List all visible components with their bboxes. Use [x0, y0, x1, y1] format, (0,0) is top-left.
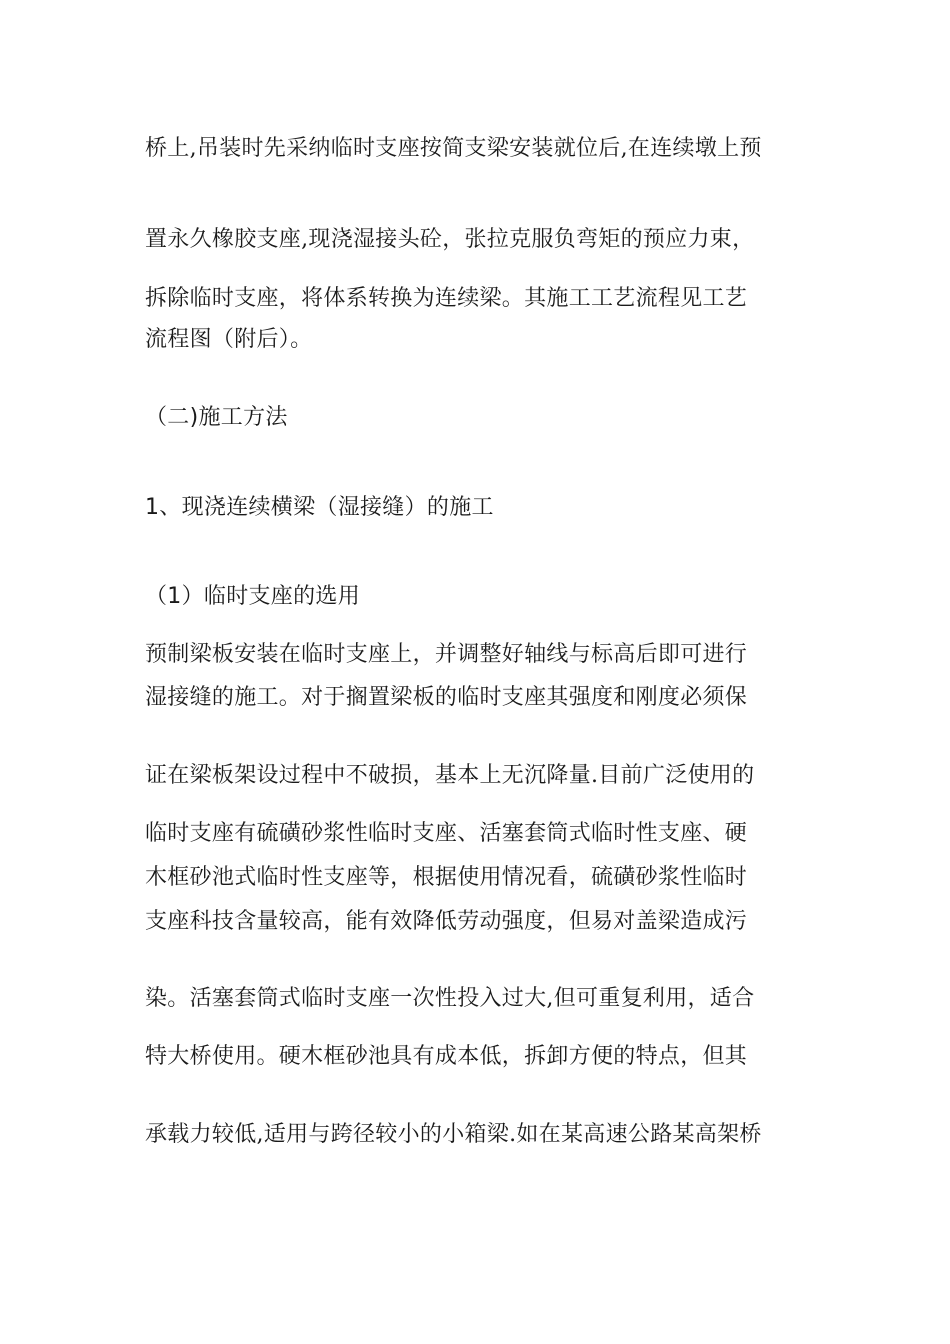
paragraph-line-9: 木框砂池式临时性支座等，根据使用情况看，硫磺砂浆性临时 [145, 865, 748, 890]
paragraph-line-8: 临时支座有硫磺砂浆性临时支座、活塞套筒式临时性支座、硬 [145, 821, 748, 846]
paragraph-line-4: 流程图（附后）。 [145, 327, 313, 352]
paragraph-line-3: 拆除临时支座，将体系转换为连续梁。其施工工艺流程见工艺 [145, 286, 748, 311]
sub-subsection-heading: （1）临时支座的选用 [145, 584, 360, 609]
paragraph-line-10: 支座科技含量较高，能有效降低劳动强度，但易对盖梁造成污 [145, 909, 748, 934]
paragraph-line-2: 置永久橡胶支座,现浇湿接头砼，张拉克服负弯矩的预应力束， [145, 227, 755, 252]
paragraph-line-11: 染。活塞套筒式临时支座一次性投入过大,但可重复利用，适合 [145, 986, 755, 1011]
section-heading: （二)施工方法 [145, 405, 288, 430]
paragraph-line-7: 证在梁板架设过程中不破损，基本上无沉降量.目前广泛使用的 [145, 763, 755, 788]
paragraph-line-6: 湿接缝的施工。对于搁置梁板的临时支座其强度和刚度必须保 [145, 685, 748, 710]
paragraph-line-12: 特大桥使用。硬木框砂池具有成本低，拆卸方便的特点，但其 [145, 1044, 748, 1069]
paragraph-line-5: 预制梁板安装在临时支座上，并调整好轴线与标高后即可进行 [145, 642, 748, 667]
paragraph-line-13: 承载力较低,适用与跨径较小的小箱梁.如在某高速公路某高架桥 [145, 1122, 762, 1147]
subsection-heading: 1、现浇连续横梁（湿接缝）的施工 [145, 495, 494, 520]
paragraph-line-1: 桥上,吊装时先采纳临时支座按简支梁安装就位后,在连续墩上预 [145, 136, 762, 161]
